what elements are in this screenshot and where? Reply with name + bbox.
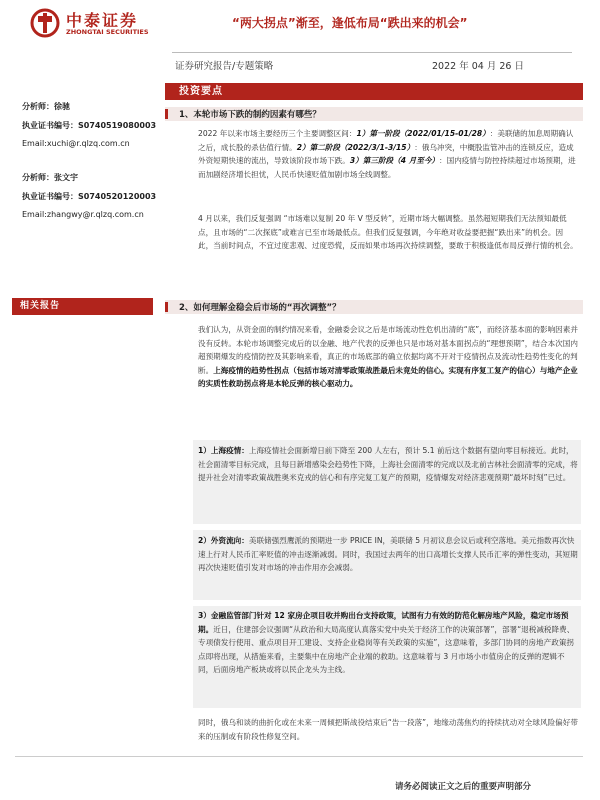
point-2-text: 美联储强烈鹰派的预期进一步 PRICE IN，美联储 5 月初议息会议后或利空落地。美元指数再次快速上行对人民币汇率贬值的冲击逐渐减弱。同时，我国过去两年的出口高增长支撑人民币汇率的弹性变动，其短期再次快速贬值引发对市场的冲击作用亦会减弱。 (198, 536, 578, 572)
q1-paragraph-1-segment: 1）第一阶段（2022/01/15-01/28） (356, 129, 490, 138)
question-2-header (165, 300, 583, 314)
report-type: 证券研究报告/专题策略 (175, 61, 274, 72)
company-logo (30, 8, 160, 42)
question-marker (165, 109, 168, 119)
point-3-text: 近日，住建部会议强调“从政治和大局高度认真落实党中央关于经济工作的决策部署”，部署“退税减税降费、专项债发行使用、重点项目开工建设、支持企业稳岗等有关政策的实施”，这意味着，多部门协同的房地产政策拐点即将出现，从措施来看，主要集中在房地产企业端的救助。这意味着与 3 月市场小市值房企的反弹的逻辑不同，后面房地产板块或将以民企龙头为主线。 (198, 624, 575, 674)
analyst-2-email[interactable]: Email:zhangwy@r.qlzq.com.cn (22, 210, 144, 219)
related-reports-header: 相关报告 (12, 298, 153, 315)
footer-divider (15, 756, 583, 757)
analyst-2-name: 分析师：张文宇 (22, 173, 78, 182)
report-date: 2022 年 04 月 26 日 (432, 61, 524, 72)
point-3 (198, 609, 578, 677)
report-title: “两大拐点”渐至，逢低布局“跌出来的机会” (232, 16, 468, 30)
q2-paragraph-1-text: 我们认为，从资金面的制约情况来看，金融委会议之后是市场流动性危机出清的“底”，而经济基本面的影响因素并没有反转。本轮市场调整完成后的以金融、地产代表的反弹也只是市场对基本面拐点的“理想预期”，结合本次国内超预期爆发的疫情防控及其影响来看，真正的市场底部的确立依据均离不开对于疫情拐点及流动性趋势性变化的判断。 (198, 325, 578, 375)
analyst-1-email[interactable]: Email:xuchi@r.qlzq.com.cn (22, 139, 130, 148)
analyst-1-name: 分析师：徐驰 (22, 102, 70, 111)
logo-text-en: ZHONGTAI SECURITIES (66, 28, 149, 36)
logo-text-cn: 中泰证券 (66, 11, 139, 30)
header-divider (172, 52, 572, 53)
point-2-head: 2）外资流向： (198, 536, 249, 545)
q1-paragraph-2: 4 月以来，我们反复强调 “市场难以复制 20 年 V 型反转”，近期市场大幅调整。虽然超短期我们无法预知最低点，且市场的“二次探底”或难言已至市场最低点。但我们反复强调，今年绝对收益要把握“跌出来”的机会。因此，当前时间点，不宜过度悲观、过度恐慌，反而如果市场再次持续调整，要敢于积极逢低布局反弹行情的机会。 (198, 214, 578, 250)
q1-paragraph-1-segment: 2）第二阶段（2022/3/1-3/15） (296, 142, 415, 152)
q1-paragraph-1-segment: 2022 年以来市场主要经历三个主要调整区间： (198, 129, 357, 138)
q1-paragraph-1-segment: ：美联储的加息周期确认之后，成长股的杀估值行情。 (198, 129, 574, 152)
q1-paragraph-1 (198, 127, 578, 181)
point-1 (198, 444, 578, 485)
question-2-title: 2、如何理解金稳会后市场的“再次调整”？ (179, 303, 341, 313)
logo-mark-icon (30, 8, 60, 38)
q1-paragraph-1-segment: ：俄乌冲突，中概股监管冲击的连锁反应，造成外资短期快速的流出，导致该阶段市场下跌。 (198, 142, 574, 165)
analyst-2-cert: 执业证书编号：S0740520120003 (22, 192, 157, 201)
section-title: 投资要点 (165, 83, 583, 100)
analyst-1-cert: 执业证书编号：S0740519080003 (22, 121, 157, 130)
question-1-title: 1、本轮市场下跌的制约因素有哪些？ (179, 110, 321, 120)
question-1-header (165, 107, 583, 121)
q2-closing-paragraph: 同时，俄乌和谈的曲折化或在未来一周倾把斯战役结束后“告一段落”，地缘动荡焦灼的持续扰动对全球风险偏好带来的压制或有阶段性修复空间。 (198, 718, 578, 741)
point-3-head: 3）金融监管部门针对 12 家房企项目收并购出台支持政策，试图有力有效的防范化解房地产风险，稳定市场预期。 (198, 611, 569, 634)
q2-paragraph-1-bold: 上海疫情的趋势性拐点（包括市场对清零政策战胜最后未竟处的信心。实现有序复工复产的信心）与地产企业的实质性救助拐点将是本轮反弹的核心驱动力。 (198, 365, 578, 388)
point-1-head: 1）上海疫情： (198, 446, 249, 455)
q1-paragraph-1-segment: ：国内疫情与防控持续超过市场预期，进而加剧经济增长担忧，人民币快速贬值加剧市场全线调整。 (198, 156, 576, 179)
q1-paragraph-1-segment: 3）第三阶段（4 月至今） (349, 156, 440, 165)
question-marker (165, 302, 168, 312)
footer-disclaimer: 请务必阅读正文之后的重要声明部分 (395, 782, 532, 792)
point-1-text: 上海疫情社会面新增日前下降至 200 人左右，预计 5.1 前后这个数据有望向零目标接近。此时，社会面清零目标完成，且每日新增感染会趋势性下降，上海社会面清零的完成以及北前吉林社会面清零的完成，将提升社会对清零政策战胜奥米克戎的信心和有序完复工复产的预期，疫情爆发对经济悲观预期“最坏时刻”已过。 (198, 446, 578, 482)
q2-paragraph-1 (198, 323, 578, 391)
point-2 (198, 534, 578, 575)
